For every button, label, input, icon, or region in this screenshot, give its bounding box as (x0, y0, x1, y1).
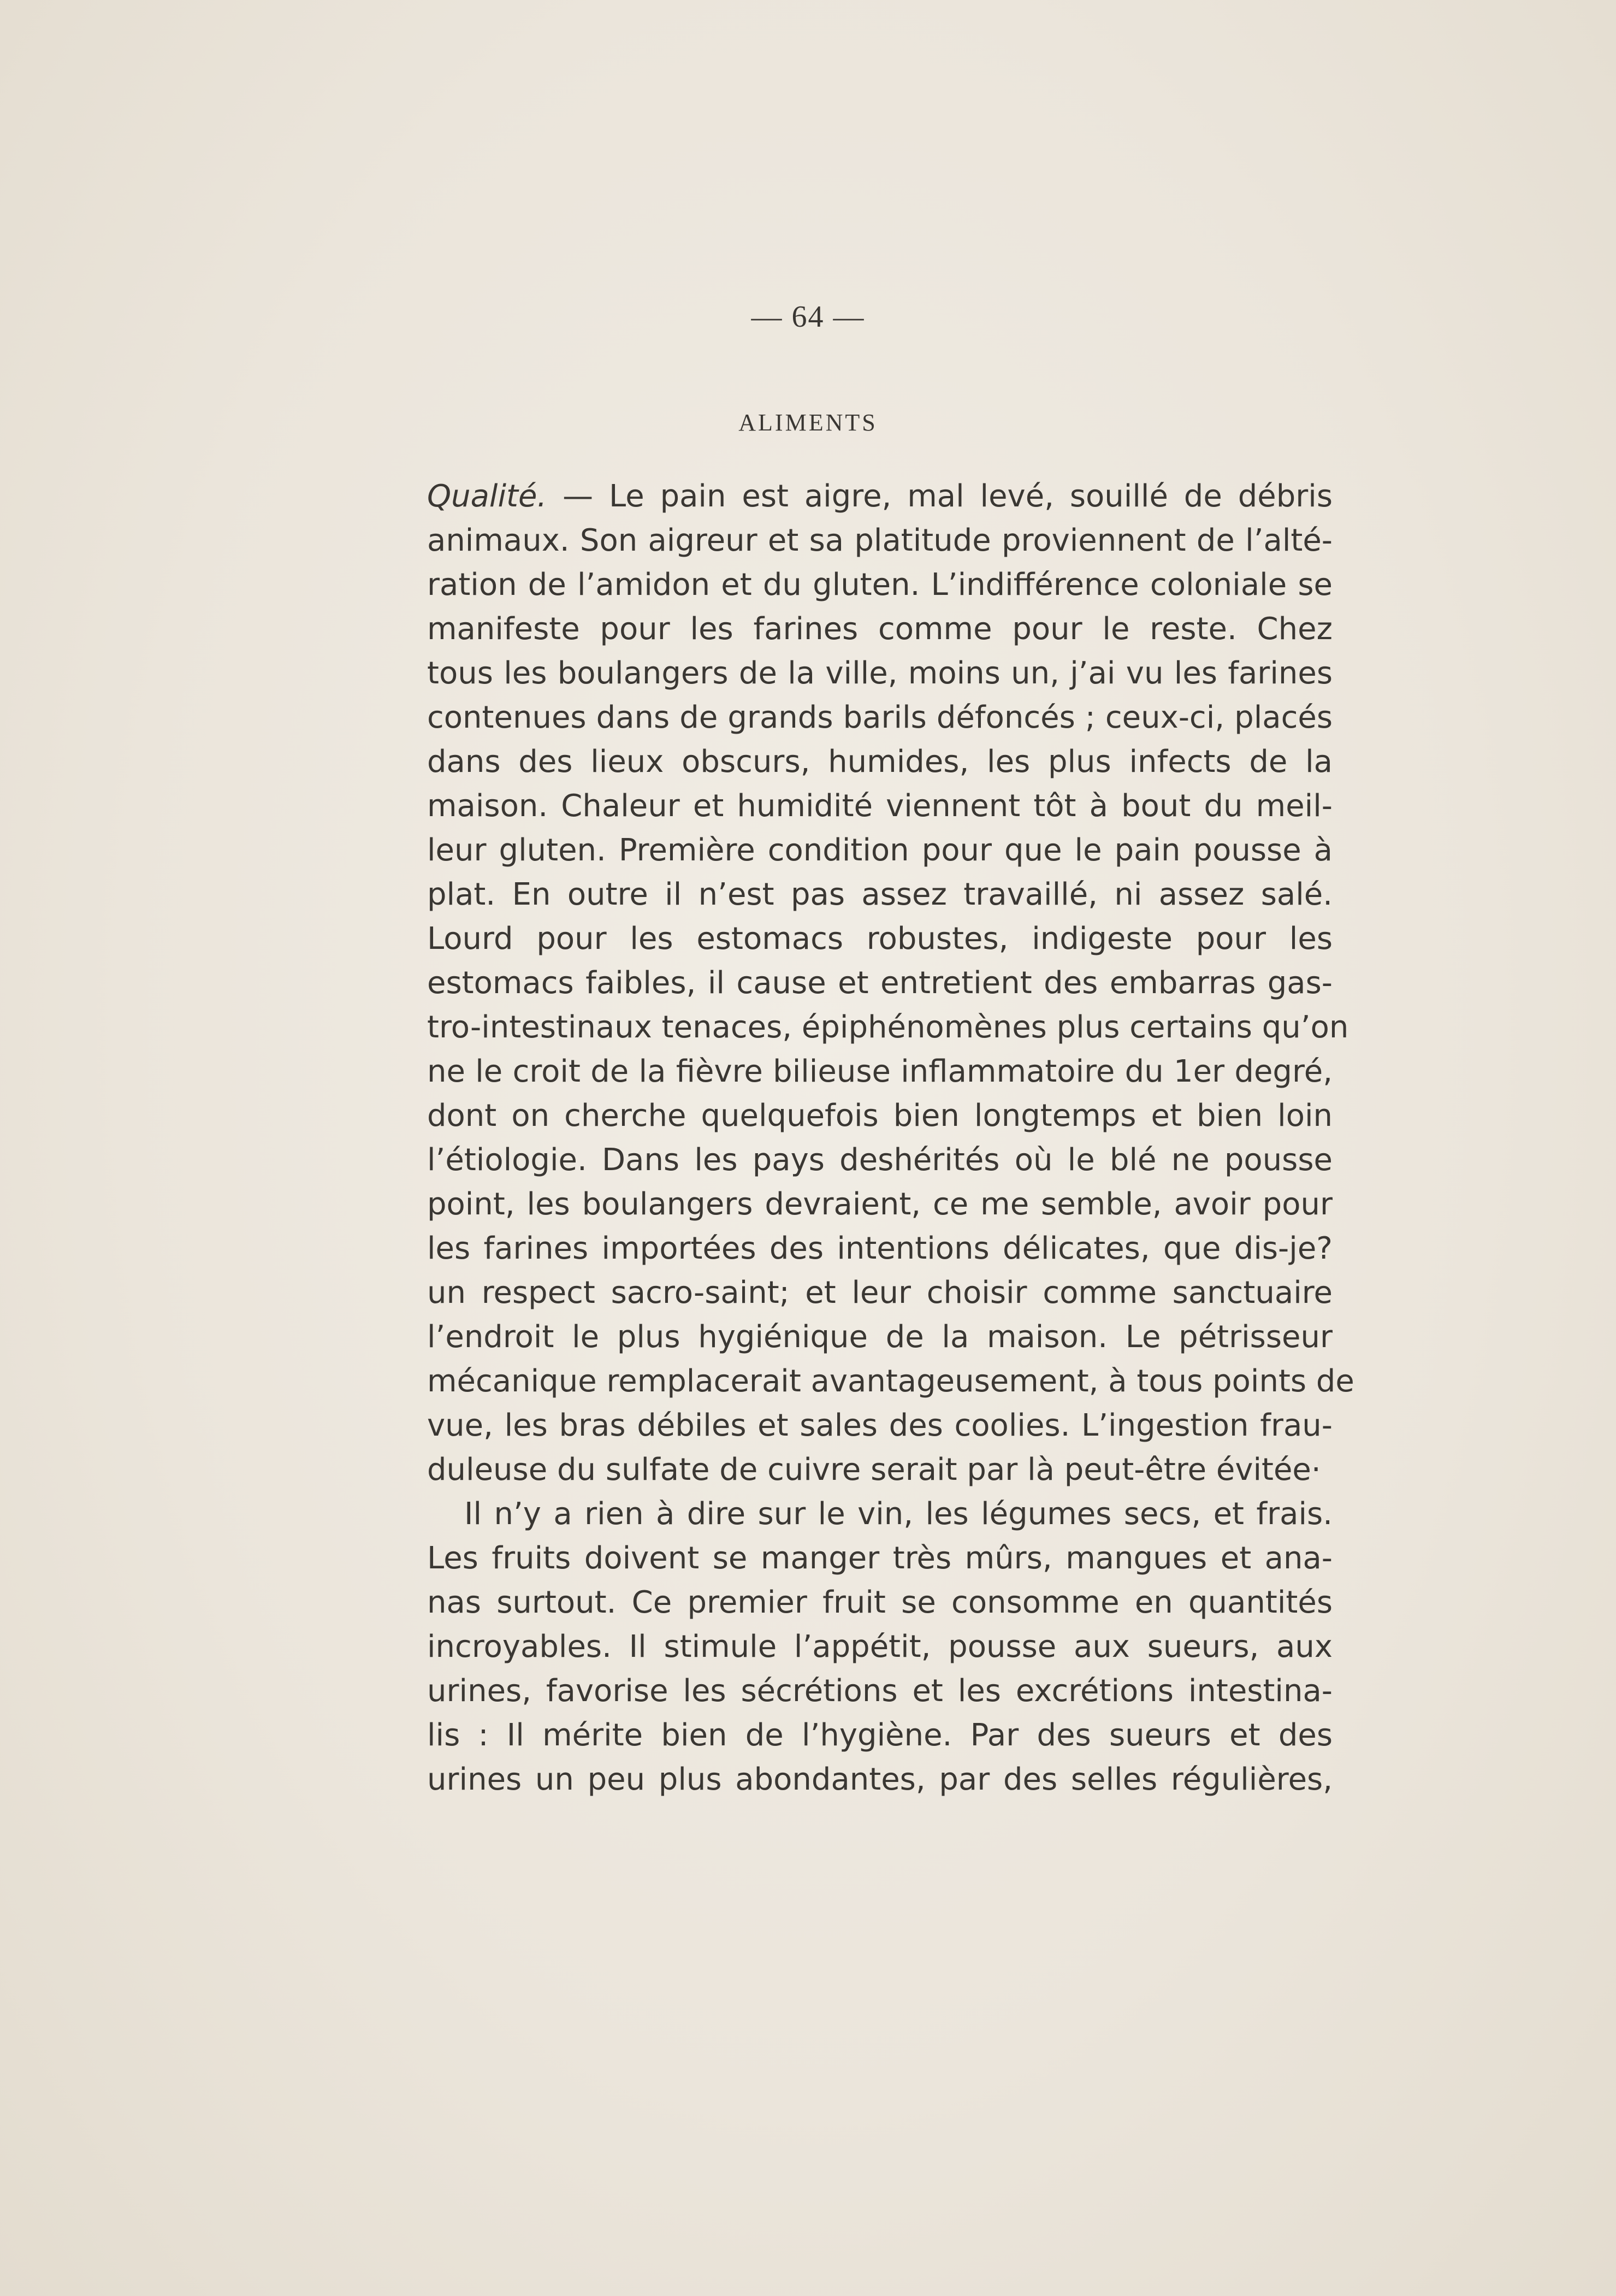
text-line-content: — Le pain est aigre, mal levé, souillé de débris (547, 479, 1333, 514)
text-line: vue, les bras débiles et sales des coolies. L’ingestion frau- (427, 1408, 1333, 1443)
text-line: incroyables. Il stimule l’appétit, pousse aux sueurs, aux (427, 1629, 1333, 1665)
text-line: duleuse du sulfate de cuivre serait par là peut-être évitée· (427, 1452, 1321, 1488)
text-line: Lourd pour les estomacs robustes, indigeste pour les (427, 921, 1333, 957)
text-line: tro-intestinaux tenaces, épiphénomènes plus certains qu’on (427, 1010, 1349, 1045)
text-line: plat. En outre il n’est pas assez travaillé, ni assez salé. (427, 877, 1333, 912)
text-line: Il n’y a rien à dire sur le vin, les légumes secs, et frais. (464, 1496, 1333, 1532)
text-line: contenues dans de grands barils défoncés ; ceux-ci, placés (427, 700, 1333, 735)
text-line: ne le croit de la fièvre bilieuse inflammatoire du 1er degré, (427, 1054, 1333, 1089)
text-line: animaux. Son aigreur et sa platitude proviennent de l’alté- (427, 523, 1333, 558)
text-line: Les fruits doivent se manger très mûrs, mangues et ana- (427, 1540, 1333, 1576)
text-line: l’étiologie. Dans les pays deshérités où le blé ne pousse (427, 1142, 1333, 1178)
text-line: un respect sacro-saint; et leur choisir comme sanctuaire (427, 1275, 1333, 1311)
lead-word: Qualité. (427, 479, 547, 514)
text-line: ration de l’amidon et du gluten. L’indifférence coloniale se (427, 567, 1333, 603)
text-line: nas surtout. Ce premier fruit se consomme en quantités (427, 1585, 1333, 1620)
text-line: maison. Chaleur et humidité viennent tôt à bout du meil- (427, 788, 1333, 824)
text-line: urines, favorise les sécrétions et les excrétions intestina- (427, 1673, 1333, 1709)
text-line (427, 474, 1333, 518)
section-heading: ALIMENTS (738, 409, 878, 436)
text-line: tous les boulangers de la ville, moins un, j’ai vu les farines (427, 656, 1333, 691)
text-line: dont on cherche quelquefois bien longtemps et bien loin (427, 1098, 1333, 1134)
text-line: leur gluten. Première condition pour que le pain pousse à (427, 833, 1333, 868)
text-line: lis : Il mérite bien de l’hygiène. Par des sueurs et des (427, 1717, 1333, 1753)
body-text (427, 474, 1354, 1802)
text-line: dans des lieux obscurs, humides, les plus infects de la (427, 744, 1333, 780)
text-line: les farines importées des intentions délicates, que dis-je? (427, 1231, 1333, 1266)
text-line: manifeste pour les farines comme pour le reste. Chez (427, 611, 1333, 647)
text-line: mécanique remplacerait avantageusement, à tous points de (427, 1364, 1354, 1399)
page-number: — 64 — (751, 300, 865, 334)
text-line: urines un peu plus abondantes, par des selles régulières, (427, 1762, 1333, 1797)
text-line: l’endroit le plus hygiénique de la maison. Le pétrisseur (427, 1319, 1333, 1355)
text-line: estomacs faibles, il cause et entretient des embarras gas- (427, 965, 1333, 1001)
text-line: point, les boulangers devraient, ce me semble, avoir pour (427, 1187, 1333, 1222)
